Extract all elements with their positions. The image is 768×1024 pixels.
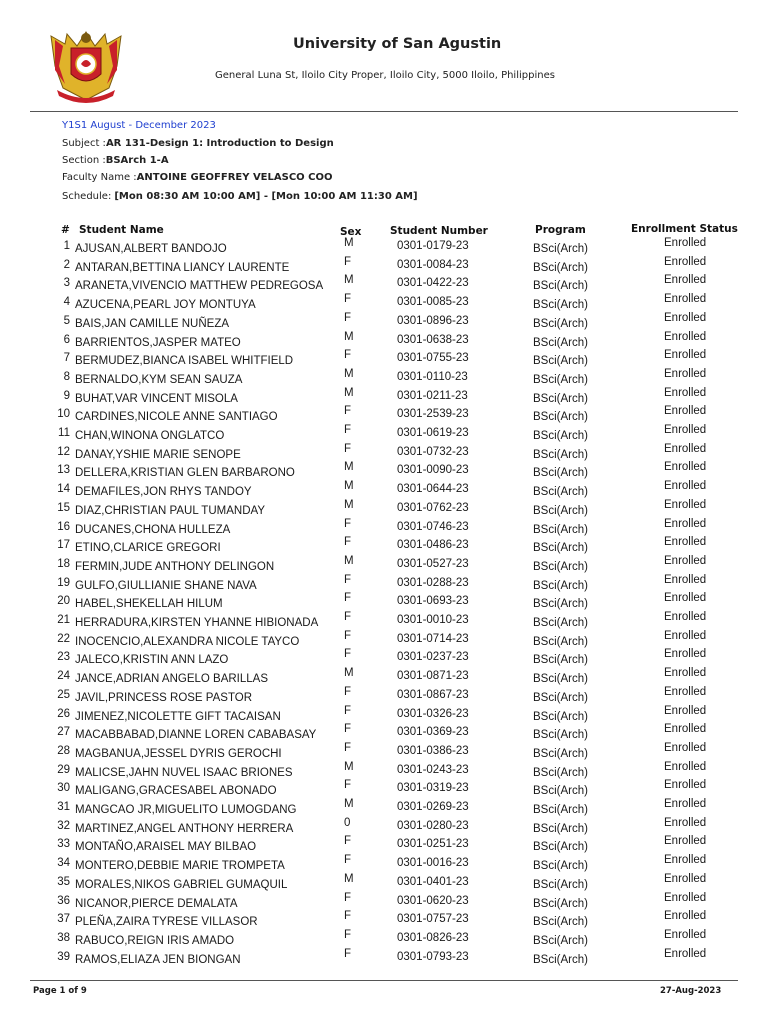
column-header-number: # — [61, 224, 70, 236]
enrollment-status: Enrolled — [664, 311, 707, 324]
row-number: 3 — [63, 277, 70, 290]
row-number: 30 — [57, 782, 70, 795]
table-row — [0, 461, 768, 482]
student-name: CHAN,WINONA ONGLATCO — [75, 430, 225, 442]
enrollment-status: Enrolled — [664, 573, 707, 586]
row-number: 6 — [63, 333, 70, 346]
student-sex: F — [344, 928, 352, 941]
enrollment-status: Enrolled — [664, 798, 707, 810]
row-number: 5 — [63, 314, 70, 327]
enrollment-status: Enrolled — [664, 237, 707, 249]
enrollment-status: Enrolled — [664, 685, 707, 698]
student-name: MACABBABAD,DIANNE LOREN CABABASAY — [75, 729, 317, 742]
student-number: 0301-0757-23 — [397, 913, 469, 926]
student-program: BSci(Arch) — [533, 673, 588, 686]
student-name: MALICSE,JAHN NUVEL ISAAC BRIONES — [75, 766, 293, 779]
table-row — [0, 629, 768, 651]
student-number: 0301-0016-23 — [397, 857, 469, 870]
student-number: 0301-0280-23 — [397, 819, 469, 832]
enrollment-status: Enrolled — [664, 293, 707, 306]
table-row — [0, 872, 768, 894]
student-sex: F — [344, 311, 352, 324]
section-line — [62, 155, 169, 166]
student-sex: F — [344, 405, 352, 418]
student-number: 0301-0714-23 — [397, 632, 469, 645]
student-name: BERMUDEZ,BIANCA ISABEL WHITFIELD — [75, 355, 294, 368]
row-number: 29 — [57, 763, 70, 776]
schedule-line — [62, 191, 418, 202]
student-name: ANTARAN,BETTINA LIANCY LAURENTE — [75, 261, 290, 274]
student-sex: F — [344, 629, 352, 642]
row-number: 26 — [57, 707, 70, 720]
student-program: BSci(Arch) — [533, 860, 588, 873]
table-row — [0, 330, 768, 352]
student-name: BAIS,JAN CAMILLE NUÑEZA — [75, 317, 230, 330]
row-number: 31 — [57, 801, 70, 813]
student-name: MAGBANUA,JESSEL DYRIS GEROCHI — [75, 747, 282, 760]
row-number: 24 — [57, 670, 70, 683]
student-program: BSci(Arch) — [533, 243, 588, 255]
enrollment-status: Enrolled — [664, 611, 707, 623]
enrollment-status: Enrolled — [664, 386, 707, 399]
table-row — [0, 928, 768, 950]
student-name: NICANOR,PIERCE DEMALATA — [75, 897, 238, 910]
enrollment-status: Enrolled — [664, 760, 707, 773]
row-number: 20 — [57, 595, 70, 608]
student-program: BSci(Arch) — [533, 261, 588, 274]
print-date: 27-Aug-2023 — [660, 986, 722, 996]
enrollment-status: Enrolled — [664, 255, 707, 268]
student-program: BSci(Arch) — [533, 430, 588, 442]
student-program: BSci(Arch) — [533, 654, 588, 667]
student-program: BSci(Arch) — [533, 747, 588, 760]
student-sex: F — [344, 349, 352, 362]
student-sex: M — [344, 330, 354, 343]
enrollment-status: Enrolled — [664, 835, 707, 848]
student-name: DIAZ,CHRISTIAN PAUL TUMANDAY — [75, 504, 265, 517]
student-name: JALECO,KRISTIN ANN LAZO — [75, 654, 229, 667]
student-number: 0301-0401-23 — [397, 875, 469, 888]
table-row — [0, 685, 768, 707]
student-number: 0301-0369-23 — [397, 726, 469, 739]
student-program: BSci(Arch) — [533, 822, 588, 835]
table-row — [0, 367, 768, 389]
student-number: 0301-0269-23 — [397, 801, 469, 813]
enrollment-status: Enrolled — [664, 872, 707, 885]
student-sex: F — [344, 424, 352, 436]
student-sex: F — [344, 723, 352, 736]
faculty-line — [62, 172, 333, 183]
table-row — [0, 480, 768, 501]
row-number: 38 — [57, 931, 70, 944]
student-sex: M — [344, 667, 354, 680]
student-name: MORALES,NIKOS GABRIEL GUMAQUIL — [75, 878, 288, 891]
student-number: 0301-0762-23 — [397, 501, 469, 514]
student-name: HABEL,SHEKELLAH HILUM — [75, 598, 223, 611]
student-program: BSci(Arch) — [533, 916, 588, 929]
student-name: AJUSAN,ALBERT BANDOJO — [75, 243, 227, 255]
enrollment-status: Enrolled — [664, 779, 707, 792]
faculty-value: ANTOINE GEOFFREY VELASCO COO — [136, 172, 333, 183]
row-number: 8 — [63, 370, 70, 383]
subject-value: AR 131-Design 1: Introduction to Design — [105, 138, 334, 149]
column-header-student-name: Student Name — [79, 224, 164, 236]
table-row — [0, 835, 768, 856]
table-row — [0, 592, 768, 613]
table-row — [0, 779, 768, 800]
student-number: 0301-0527-23 — [397, 557, 469, 570]
student-name: ARANETA,VIVENCIO MATTHEW PEDREGOSA — [75, 280, 324, 293]
student-number: 0301-0288-23 — [397, 576, 469, 589]
row-number: 1 — [63, 240, 70, 252]
row-number: 27 — [57, 726, 70, 739]
student-program: BSci(Arch) — [533, 355, 588, 368]
table-row — [0, 293, 768, 314]
student-sex: M — [344, 760, 354, 773]
table-row — [0, 798, 768, 819]
student-number: 0301-0732-23 — [397, 445, 469, 458]
section-label: Section : — [62, 155, 106, 166]
row-number: 23 — [57, 651, 70, 664]
student-program: BSci(Arch) — [533, 635, 588, 648]
student-program: BSci(Arch) — [533, 280, 588, 293]
student-name: DEMAFILES,JON RHYS TANDOY — [75, 486, 252, 499]
row-number: 33 — [57, 838, 70, 851]
enrollment-status: Enrolled — [664, 928, 707, 941]
table-row — [0, 255, 768, 277]
table-row — [0, 667, 768, 688]
table-row — [0, 910, 768, 931]
enrollment-status: Enrolled — [664, 498, 707, 511]
enrollment-status: Enrolled — [664, 629, 707, 642]
student-program: BSci(Arch) — [533, 336, 588, 349]
student-program: BSci(Arch) — [533, 317, 588, 330]
student-number: 0301-0486-23 — [397, 539, 469, 552]
student-sex: M — [344, 274, 354, 287]
student-sex: F — [344, 442, 352, 455]
student-program: BSci(Arch) — [533, 729, 588, 742]
student-sex: F — [344, 573, 352, 586]
student-program: BSci(Arch) — [533, 766, 588, 779]
table-row — [0, 311, 768, 333]
student-name: FERMIN,JUDE ANTHONY DELINGON — [75, 560, 275, 573]
page-indicator: Page 1 of 9 — [33, 986, 87, 996]
row-number: 37 — [57, 913, 70, 926]
enrollment-status: Enrolled — [664, 704, 707, 717]
student-number: 0301-0896-23 — [397, 314, 469, 327]
student-program: BSci(Arch) — [533, 411, 588, 424]
student-program: BSci(Arch) — [533, 953, 588, 966]
table-row — [0, 573, 768, 595]
enrollment-status: Enrolled — [664, 854, 707, 867]
row-number: 16 — [57, 520, 70, 533]
student-name: BUHAT,VAR VINCENT MISOLA — [75, 392, 238, 405]
student-number: 0301-0243-23 — [397, 763, 469, 776]
student-number: 0301-0422-23 — [397, 277, 469, 290]
student-number: 0301-0090-23 — [397, 464, 469, 477]
student-number: 0301-0326-23 — [397, 707, 469, 720]
enrollment-status: Enrolled — [664, 648, 707, 661]
student-program: BSci(Arch) — [533, 542, 588, 555]
header-divider — [30, 111, 738, 112]
term-label: Y1S1 August - December 2023 — [62, 120, 216, 131]
subject-label: Subject : — [62, 138, 106, 149]
student-name: CARDINES,NICOLE ANNE SANTIAGO — [75, 411, 278, 424]
enrollment-status: Enrolled — [664, 910, 707, 923]
row-number: 25 — [57, 688, 70, 701]
table-row — [0, 405, 768, 426]
enrollment-status: Enrolled — [664, 442, 707, 455]
enrollment-status: Enrolled — [664, 592, 707, 605]
student-name: AZUCENA,PEARL JOY MONTUYA — [75, 299, 256, 312]
student-program: BSci(Arch) — [533, 617, 588, 629]
student-program: BSci(Arch) — [533, 691, 588, 704]
row-number: 12 — [57, 445, 70, 458]
table-row — [0, 442, 768, 464]
column-header-program: Program — [535, 224, 586, 236]
student-sex: F — [344, 891, 352, 904]
student-number: 0301-0826-23 — [397, 931, 469, 944]
enrollment-status: Enrolled — [664, 367, 707, 380]
enrollment-status: Enrolled — [664, 741, 707, 754]
student-name: INOCENCIO,ALEXANDRA NICOLE TAYCO — [75, 635, 300, 648]
student-name: MARTINEZ,ANGEL ANTHONY HERRERA — [75, 822, 294, 835]
row-number: 39 — [57, 950, 70, 963]
table-row — [0, 648, 768, 669]
enrollment-status: Enrolled — [664, 405, 707, 418]
enrollment-status: Enrolled — [664, 424, 707, 436]
student-name: BERNALDO,KYM SEAN SAUZA — [75, 373, 243, 386]
student-number: 0301-0746-23 — [397, 520, 469, 533]
table-row — [0, 536, 768, 557]
student-program: BSci(Arch) — [533, 467, 588, 480]
row-number: 18 — [57, 557, 70, 570]
student-sex: F — [344, 854, 352, 867]
table-row — [0, 704, 768, 726]
table-row — [0, 274, 768, 295]
student-number: 0301-0085-23 — [397, 296, 469, 309]
table-row — [0, 816, 768, 838]
student-number: 0301-0644-23 — [397, 483, 469, 496]
university-name: University of San Agustin — [293, 36, 502, 52]
table-row — [0, 891, 768, 913]
row-number: 2 — [63, 258, 70, 271]
university-address: General Luna St, Iloilo City Proper, Iloilo City, 5000 Iloilo, Philippines — [215, 70, 555, 81]
row-number: 32 — [57, 819, 70, 832]
student-sex: M — [344, 237, 354, 249]
student-number: 0301-0010-23 — [397, 614, 469, 626]
row-number: 11 — [58, 427, 70, 439]
enrollment-status: Enrolled — [664, 517, 707, 530]
student-number: 0301-0211-23 — [397, 389, 468, 402]
student-sex: F — [344, 779, 352, 792]
student-sex: F — [344, 611, 352, 623]
student-sex: M — [344, 872, 354, 885]
table-row — [0, 386, 768, 408]
section-value: BSArch 1-A — [105, 155, 169, 166]
enrollment-status: Enrolled — [664, 947, 707, 960]
row-number: 35 — [57, 875, 70, 888]
student-program: BSci(Arch) — [533, 392, 588, 405]
table-row — [0, 349, 768, 370]
row-number: 22 — [57, 632, 70, 645]
row-number: 7 — [63, 352, 70, 365]
student-number: 0301-0179-23 — [397, 240, 469, 252]
table-row — [0, 517, 768, 539]
student-number: 0301-0619-23 — [397, 427, 469, 439]
row-number: 21 — [57, 614, 70, 626]
university-seal-logo — [45, 26, 127, 106]
student-sex: M — [344, 461, 354, 474]
enrollment-status: Enrolled — [664, 723, 707, 736]
student-name: JIMENEZ,NICOLETTE GIFT TACAISAN — [75, 710, 281, 723]
student-name: JANCE,ADRIAN ANGELO BARILLAS — [75, 673, 269, 686]
student-name: RABUCO,REIGN IRIS AMADO — [75, 934, 235, 947]
table-row — [0, 611, 768, 632]
row-number: 10 — [57, 408, 70, 421]
student-program: BSci(Arch) — [533, 486, 588, 499]
student-program: BSci(Arch) — [533, 373, 588, 386]
column-header-sex: Sex — [340, 226, 362, 238]
student-sex: M — [344, 554, 354, 567]
faculty-label: Faculty Name : — [62, 172, 137, 183]
student-sex: 0 — [344, 816, 351, 829]
student-sex: F — [344, 835, 352, 848]
student-sex: F — [344, 255, 352, 268]
student-program: BSci(Arch) — [533, 897, 588, 910]
student-program: BSci(Arch) — [533, 299, 588, 312]
student-program: BSci(Arch) — [533, 934, 588, 947]
student-number: 0301-0237-23 — [397, 651, 469, 664]
student-number: 0301-0084-23 — [397, 258, 469, 271]
row-number: 14 — [57, 483, 70, 496]
student-number: 0301-0386-23 — [397, 744, 469, 757]
student-name: RAMOS,ELIAZA JEN BIONGAN — [75, 953, 241, 966]
student-program: BSci(Arch) — [533, 579, 588, 592]
enrollment-status: Enrolled — [664, 816, 707, 829]
student-program: BSci(Arch) — [533, 448, 588, 461]
student-name: BARRIENTOS,JASPER MATEO — [75, 336, 241, 349]
row-number: 13 — [57, 464, 70, 477]
enrollment-status: Enrolled — [664, 274, 707, 287]
student-number: 0301-2539-23 — [397, 408, 469, 421]
row-number: 28 — [57, 744, 70, 757]
row-number: 17 — [57, 539, 70, 552]
student-program: BSci(Arch) — [533, 785, 588, 798]
student-sex: F — [344, 741, 352, 754]
student-name: DELLERA,KRISTIAN GLEN BARBARONO — [75, 467, 295, 480]
row-number: 9 — [63, 389, 70, 402]
enrollment-status: Enrolled — [664, 349, 707, 362]
student-program: BSci(Arch) — [533, 523, 588, 536]
student-program: BSci(Arch) — [533, 504, 588, 517]
student-program: BSci(Arch) — [533, 710, 588, 723]
student-sex: F — [344, 947, 352, 960]
student-sex: M — [344, 798, 354, 810]
student-program: BSci(Arch) — [533, 878, 588, 891]
student-number: 0301-0110-23 — [397, 370, 468, 383]
student-sex: F — [344, 293, 352, 306]
subject-line — [62, 138, 334, 149]
student-number: 0301-0620-23 — [397, 894, 469, 907]
student-name: GULFO,GIULLIANIE SHANE NAVA — [75, 579, 257, 592]
student-sex: F — [344, 685, 352, 698]
student-name: MALIGANG,GRACESABEL ABONADO — [75, 785, 277, 798]
enrollment-status: Enrolled — [664, 891, 707, 904]
student-name: MONTERO,DEBBIE MARIE TROMPETA — [75, 860, 285, 873]
student-program: BSci(Arch) — [533, 841, 588, 854]
table-row — [0, 498, 768, 520]
student-sex: F — [344, 536, 352, 549]
enrollment-status: Enrolled — [664, 554, 707, 567]
student-name: PLEÑA,ZAIRA TYRESE VILLASOR — [75, 916, 258, 929]
student-program: BSci(Arch) — [533, 804, 588, 816]
student-number: 0301-0755-23 — [397, 352, 469, 365]
column-header-student-number: Student Number — [390, 225, 488, 237]
schedule-value: [Mon 08:30 AM 10:00 AM] - [Mon 10:00 AM 11:30 AM] — [114, 191, 418, 202]
student-number: 0301-0638-23 — [397, 333, 469, 346]
table-row — [0, 554, 768, 576]
student-sex: M — [344, 386, 354, 399]
table-row — [0, 741, 768, 763]
student-number: 0301-0871-23 — [397, 670, 469, 683]
enrollment-status: Enrolled — [664, 480, 707, 493]
enrollment-status: Enrolled — [664, 536, 707, 549]
enrollment-status: Enrolled — [664, 667, 707, 680]
schedule-label: Schedule: — [62, 191, 112, 202]
student-name: MONTAÑO,ARAISEL MAY BILBAO — [75, 841, 257, 854]
student-number: 0301-0793-23 — [397, 950, 469, 963]
student-number: 0301-0867-23 — [397, 688, 469, 701]
student-sex: M — [344, 498, 354, 511]
table-row — [0, 854, 768, 875]
student-sex: F — [344, 648, 352, 661]
student-sex: F — [344, 704, 352, 717]
student-sex: M — [344, 480, 354, 493]
student-name: HERRADURA,KIRSTEN YHANNE HIBIONADA — [75, 617, 319, 629]
table-row — [0, 760, 768, 782]
table-row — [0, 237, 768, 258]
column-header-enrollment-status: Enrollment Status — [631, 223, 738, 235]
student-number: 0301-0319-23 — [397, 782, 469, 795]
student-name: JAVIL,PRINCESS ROSE PASTOR — [75, 691, 253, 704]
row-number: 4 — [63, 296, 70, 309]
student-program: BSci(Arch) — [533, 598, 588, 611]
student-number: 0301-0693-23 — [397, 595, 469, 608]
row-number: 19 — [57, 576, 70, 589]
table-row — [0, 424, 768, 445]
row-number: 15 — [57, 501, 70, 514]
student-sex: F — [344, 517, 352, 530]
student-program: BSci(Arch) — [533, 560, 588, 573]
enrollment-status: Enrolled — [664, 330, 707, 343]
student-name: DUCANES,CHONA HULLEZA — [75, 523, 231, 536]
student-sex: M — [344, 367, 354, 380]
student-name: MANGCAO JR,MIGUELITO LUMOGDANG — [75, 804, 297, 816]
student-sex: F — [344, 910, 352, 923]
footer-divider — [30, 980, 738, 981]
table-row — [0, 723, 768, 744]
student-name: DANAY,YSHIE MARIE SENOPE — [75, 448, 241, 461]
student-number: 0301-0251-23 — [397, 838, 469, 851]
enrollment-status: Enrolled — [664, 461, 707, 474]
row-number: 34 — [57, 857, 70, 870]
table-row — [0, 947, 768, 969]
row-number: 36 — [57, 894, 70, 907]
student-name: ETINO,CLARICE GREGORI — [75, 542, 221, 555]
student-sex: F — [344, 592, 352, 605]
